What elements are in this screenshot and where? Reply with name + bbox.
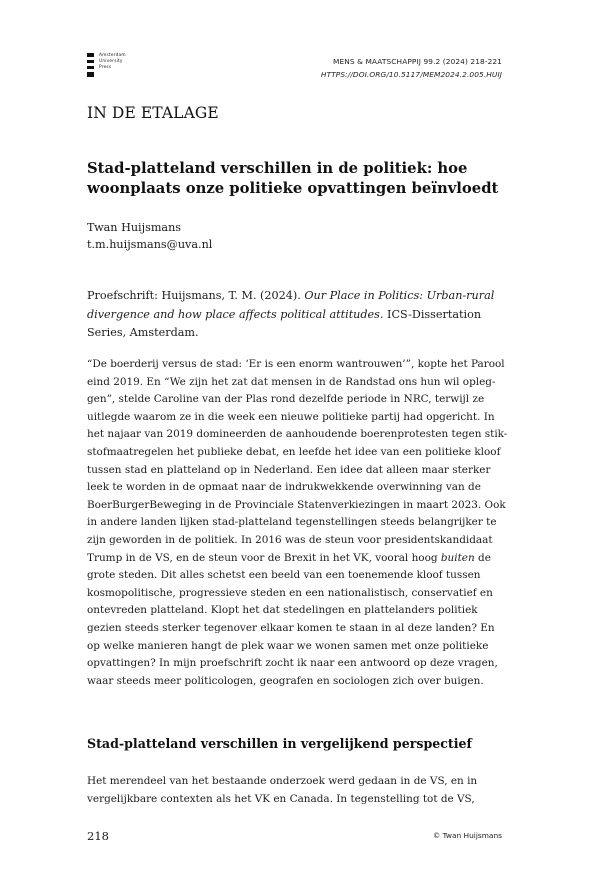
body-line: tussen stad en platteland op in Nederland. Een idee dat alleen maar sterker xyxy=(87,463,491,476)
body-line: vergelijkbare contexten als het VK en Canada. In tegenstelling tot de VS, xyxy=(87,792,475,805)
body-line: grote steden. Dit alles schetst een beeld van een toenemende kloof tussen xyxy=(87,569,481,582)
logo-text: Amsterdam University Press xyxy=(99,53,126,71)
copyright-notice: © Twan Huijsmans xyxy=(432,831,502,840)
logo-mark-icon xyxy=(87,53,94,77)
body-line: ontevreden platteland. Klopt het dat stedelingen en plattelanders politiek xyxy=(87,604,478,617)
publisher-logo xyxy=(87,53,126,77)
author-name: Twan Huijsmans xyxy=(87,221,182,234)
author-block xyxy=(87,219,212,253)
journal-citation: MENS & MAATSCHAPPIJ 99.2 (2024) 218-221 xyxy=(333,57,502,66)
body-paragraph-2 xyxy=(87,773,505,808)
page-number: 218 xyxy=(87,829,109,843)
body-line: “De boerderij versus de stad: ‘Er is een enorm wantrouwen’”, kopte het Parool xyxy=(87,358,505,370)
body-paragraph xyxy=(87,356,508,690)
section-label: IN DE ETALAGE xyxy=(87,104,219,122)
body-line: kosmopolitische, progressieve steden en een nationalistisch, conservatief en xyxy=(87,586,493,599)
body-line: waar steeds meer politicologen, geografen en sociologen zich over buigen. xyxy=(87,674,484,687)
body-line: Trump in de VS, en de steun voor de Brexit in het VK, vooral hoog buiten de xyxy=(87,551,491,564)
body-line: uitlegde waarom ze in die week een nieuwe politieke partij had opgericht. In xyxy=(87,410,495,423)
journal-info xyxy=(321,55,502,81)
body-line: op welke manieren hangt de plek waar we wonen samen met onze politieke xyxy=(87,639,489,652)
thesis-title: Our Place in Politics: Urban-rural divergence and how place affects political attitudes. xyxy=(87,289,495,321)
author-email[interactable]: t.m.huijsmans@uva.nl xyxy=(87,238,213,251)
section-heading: Stad-platteland verschillen in vergelijkend perspectief xyxy=(87,736,472,751)
thesis-ref-prefix: Proefschrift: Huijsmans, T. M. (2024). xyxy=(87,289,305,302)
body-line: leek te worden in de opmaat naar de indrukwekkende overwinning van de xyxy=(87,481,481,494)
body-line: opvattingen? In mijn proefschrift zocht ik naar een antwoord op deze vragen, xyxy=(87,657,498,670)
body-line: BoerBurgerBeweging in de Provinciale Statenverkiezingen in maart 2023. Ook xyxy=(87,498,506,511)
body-line: Het merendeel van het bestaande onderzoek werd gedaan in de VS, en in xyxy=(87,775,478,787)
body-line: gen”, stelde Caroline van der Plas rond dezelfde periode in NRC, terwijl ze xyxy=(87,393,485,406)
thesis-reference xyxy=(87,287,505,343)
body-line: stofmaatregelen het publieke debat, en leefde het idee van een politieke kloof xyxy=(87,445,501,458)
doi-link[interactable]: HTTPS://DOI.ORG/10.5117/MEM2024.2.005.HUIJ xyxy=(320,70,502,79)
body-line: zijn geworden in de politiek. In 2016 was de steun voor presidentskandidaat xyxy=(87,533,493,546)
body-line: het najaar van 2019 domineerden de aanhoudende boerenprotesten tegen stik- xyxy=(87,428,508,441)
thesis-ref-suffix: ICS-Dissertation Series, Amsterdam. xyxy=(87,307,482,339)
body-line: eind 2019. En “We zijn het zat dat mensen in de Randstad ons hun wil opleg- xyxy=(87,375,496,388)
body-line: gezien steeds sterker tegenover elkaar komen te staan in al deze landen? En xyxy=(87,621,495,634)
body-line: in andere landen lijken stad-platteland tegenstellingen steeds belangrijker te xyxy=(87,516,497,529)
article-title: Stad-platteland verschillen in de politiek: hoe woonplaats onze politieke opvattingen beïnvloedt xyxy=(87,160,499,197)
